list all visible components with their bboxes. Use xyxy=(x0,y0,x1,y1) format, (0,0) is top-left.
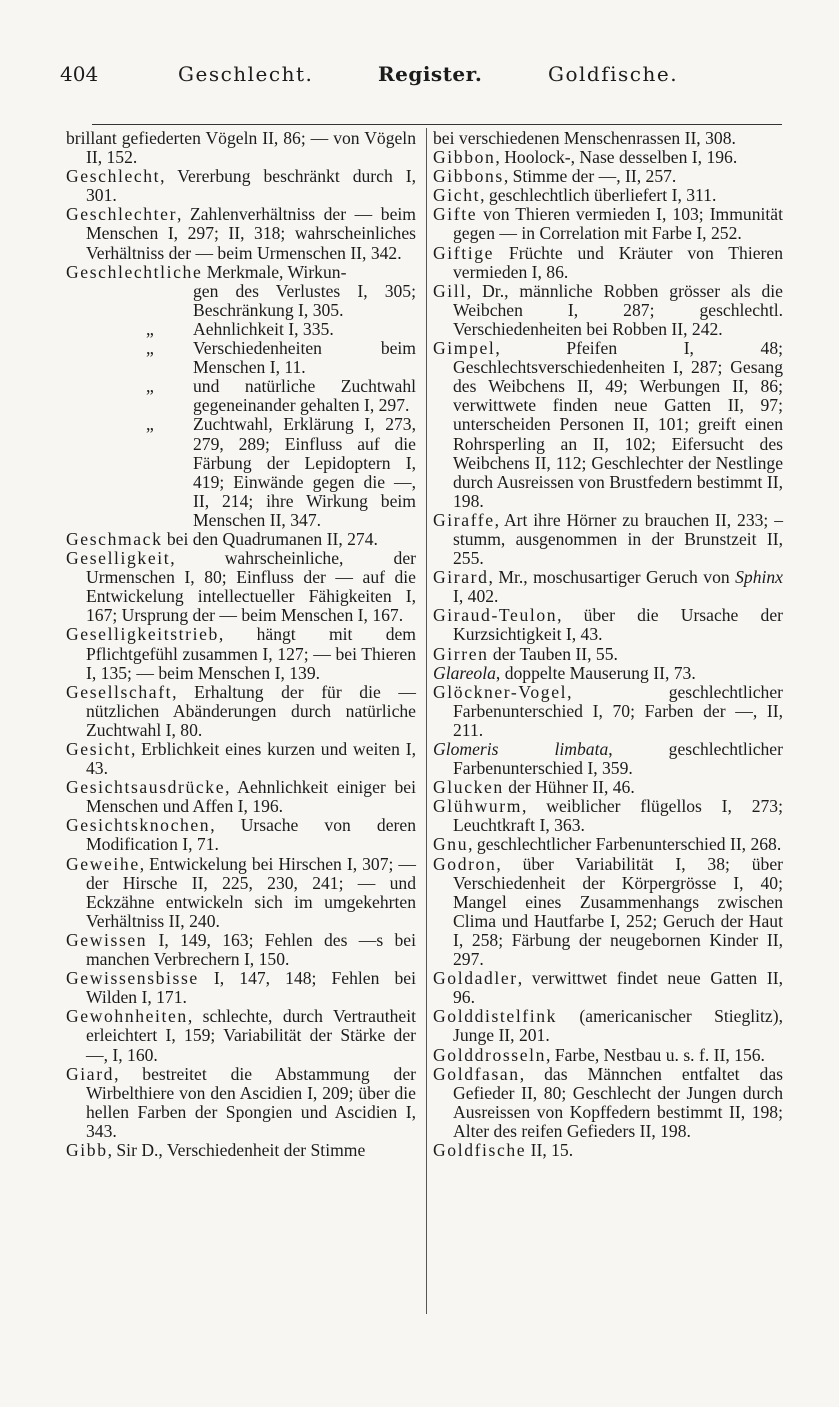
index-entry xyxy=(433,835,783,854)
entry-text: (americanischer Stieglitz), Junge II, 201. xyxy=(453,1006,783,1046)
entry-text: I, 402. xyxy=(453,586,499,607)
index-entry xyxy=(433,683,783,740)
index-entry xyxy=(66,931,416,969)
entry-text: , Zahlenverhältniss der — beim Menschen I, 297; II, 318; wahrscheinliches Verhältniss der — beim Urmenschen II, 342. xyxy=(86,204,416,263)
entry-keyword: Glucken xyxy=(433,777,504,798)
entry-text: , weiblicher flügellos I, 273; Leuchtkraft I, 363. xyxy=(453,796,783,836)
entry-text: und natürliche Zuchtwahl gegeneinander gehalten I, 297. xyxy=(193,376,416,416)
index-entry xyxy=(66,320,416,339)
entry-keyword: Godron xyxy=(433,853,497,874)
entry-keyword: Geschlechter xyxy=(66,204,178,225)
entry-text: gen des Verlustes I, 305; Beschränkung I, 305. xyxy=(193,280,416,320)
entry-text: , Aehnlichkeit einiger bei Menschen und Affen I, 196. xyxy=(86,777,416,817)
index-entry xyxy=(433,664,783,683)
entry-keyword: Goldfische xyxy=(433,1139,527,1160)
index-entry xyxy=(433,568,783,606)
entry-text: brillant gefiederten Vögeln II, 86; — von Vögeln II, 152. xyxy=(66,128,416,168)
index-entry xyxy=(433,205,783,243)
entry-text: , Stimme der —, II, 257. xyxy=(503,166,677,187)
index-entry xyxy=(433,148,783,167)
index-entry xyxy=(433,797,783,835)
entry-text: , doppelte Mauserung II, 73. xyxy=(495,662,696,683)
entry-text: , Dr., männliche Robben grösser als die Weibchen I, 287; geschlechtl. Verschiedenheiten bei Robben II, 242. xyxy=(453,280,783,339)
index-entry xyxy=(433,167,783,186)
entry-text: Zuchtwahl, Erklärung I, 273, 279, 289; Einfluss auf die Färbung der Lepidoptern I, 419; Einwände gegen die —, II, 214; ihre Wirkung beim Menschen II, 347. xyxy=(193,414,416,530)
entry-keyword: Golddistelfink xyxy=(433,1006,558,1027)
entry-text: II, 15. xyxy=(526,1139,574,1160)
index-entry xyxy=(66,415,416,530)
entry-keyword: Girard xyxy=(433,567,489,588)
index-entry xyxy=(66,778,416,816)
index-entry xyxy=(66,1007,416,1064)
entry-keyword: Giftige xyxy=(433,242,495,263)
index-entry xyxy=(433,740,783,778)
entry-text: , Pfeifen I, 48; Geschlechtsverschiedenheiten I, 287; Gesang des Weibchens II, 49; Werbungen II, 86; verwittwete finden neue Gatten II, 97; unterscheiden Personen II, 101; greift einen Rohrsperling an II, 102; Eifersucht des Weibchens II, 112; Geschlechter der Nestlinge durch Ausreissen von Brustfedern bestimmt II, 198. xyxy=(453,338,783,511)
entry-keyword: Gill xyxy=(433,280,467,301)
entry-keyword: Gesichtsknochen xyxy=(66,815,211,836)
entry-text: , geschlechtlicher Farbenunterschied I, 359. xyxy=(453,739,783,779)
index-entry xyxy=(433,1065,783,1141)
entry-keyword: Gesellschaft xyxy=(66,681,173,702)
entry-keyword: Gibb xyxy=(66,1139,108,1160)
entry-keyword: Gesichtsausdrücke xyxy=(66,777,226,798)
index-entry xyxy=(433,1046,783,1065)
entry-text: , verwittwet findet neue Gatten II, 96. xyxy=(453,968,783,1008)
index-entry xyxy=(433,186,783,205)
entry-italic: Sphinx xyxy=(735,567,783,588)
entry-text: , Hoolock-, Nase desselben I, 196. xyxy=(495,147,738,168)
index-entry xyxy=(433,645,783,664)
entry-text: , über Variabilität I, 38; über Verschiedenheit der Körpergrösse I, 40; Mangel eines Zusammenhangs zwischen Clima und Hautfarbe I, 252; Geruch der Haut I, 258; Färbung der neugebornen Kinder II, 297. xyxy=(453,853,783,970)
index-entry xyxy=(433,129,783,148)
ditto-mark: „ xyxy=(146,376,154,397)
entry-text: , Farbe, Nestbau u. s. f. II, 156. xyxy=(546,1044,765,1065)
index-entry xyxy=(66,167,416,205)
index-entry xyxy=(433,244,783,282)
entry-keyword: Glühwurm xyxy=(433,796,523,817)
entry-text: , Art ihre Hörner zu brauchen II, 233; – stumm, ausgenommen in der Brunstzeit II, 255. xyxy=(453,509,783,569)
header-left-keyword: Geschlecht. xyxy=(178,62,314,86)
entry-keyword: Geselligkeit xyxy=(66,548,171,569)
entry-text: , geschlechtlicher Farbenunterschied II, 268. xyxy=(468,834,782,855)
entry-keyword: Glöckner-Vogel xyxy=(433,681,568,702)
entry-text: , Erhaltung der für die — nützlichen Abänderungen durch natürliche Zuchtwahl I, 80. xyxy=(86,681,416,740)
entry-keyword: Gibbons xyxy=(433,166,504,187)
entry-keyword: Giraud-Teulon xyxy=(433,605,558,626)
ditto-mark: „ xyxy=(146,338,154,359)
entry-keyword: Gimpel xyxy=(433,338,496,359)
entry-text: , hängt mit dem Pflichtgefühl zusammen I, 127; — bei Thieren I, 135; — beim Menschen I, 139. xyxy=(86,624,416,683)
entry-text: bei verschiedenen Menschenrassen II, 308. xyxy=(433,128,736,148)
left-column xyxy=(66,129,416,1160)
index-entry xyxy=(433,511,783,568)
entry-text: , wahrscheinliche, der Urmenschen I, 80; Einfluss der — auf die Entwickelung intellectueller Fähigkeiten I, 167; Ursprung der — beim Menschen I, 167. xyxy=(86,548,416,626)
entry-text: , Erblichkeit eines kurzen und weiten I, 43. xyxy=(86,739,416,779)
entry-keyword: Giraffe xyxy=(433,509,495,530)
entry-text: , bestreitet die Abstammung der Wirbelthiere von den Ascidien I, 209; über die hellen Farben der Spongien und Ascidien I, 343. xyxy=(86,1063,416,1141)
entry-keyword: Girren xyxy=(433,643,489,664)
page-number: 404 xyxy=(60,62,99,86)
entry-keyword: Gewohnheiten xyxy=(66,1006,188,1027)
index-entry xyxy=(433,855,783,970)
column-divider xyxy=(426,128,427,1314)
index-entry xyxy=(433,339,783,511)
entry-keyword: Geweihe xyxy=(66,853,140,874)
entry-keyword: Gewissen xyxy=(66,929,148,950)
entry-keyword: Gewissensbisse xyxy=(66,968,199,989)
entry-text: Merkmale, Wirkun- xyxy=(202,261,347,282)
index-entry xyxy=(66,282,416,320)
entry-text: , Sir D., Verschiedenheit der Stimme xyxy=(107,1139,366,1160)
entry-text: Aehnlichkeit I, 335. xyxy=(193,318,334,339)
entry-text: , geschlechtlicher Farbenunterschied I, 70; Farben der —, II, 211. xyxy=(453,681,783,740)
header-title: Register. xyxy=(378,62,483,86)
entry-text: I, 149, 163; Fehlen des —s bei manchen Verbrechern I, 150. xyxy=(86,929,416,970)
index-entry xyxy=(66,740,416,778)
entry-keyword: Geschlechtliche xyxy=(66,261,203,282)
index-entry xyxy=(66,625,416,682)
index-entry xyxy=(66,1141,416,1160)
index-entry xyxy=(66,549,416,625)
entry-text: , geschlechtlich überliefert I, 311. xyxy=(480,185,717,206)
header-rule xyxy=(92,124,782,125)
index-entry xyxy=(66,530,416,549)
entry-keyword: Goldadler xyxy=(433,968,518,989)
entry-text: bei den Quadrumanen II, 274. xyxy=(162,528,378,549)
entry-text: Früchte und Kräuter von Thieren vermieden I, 86. xyxy=(453,242,783,282)
entry-keyword: Gibbon xyxy=(433,147,496,168)
entry-text: Verschiedenheiten beim Menschen I, 11. xyxy=(193,338,416,378)
index-entry xyxy=(433,282,783,339)
entry-text: , Mr., moschusartiger Geruch von xyxy=(488,567,736,588)
index-entry xyxy=(66,263,416,282)
index-entry xyxy=(433,1007,783,1045)
entry-text: von Thieren vermieden I, 103; Immunität gegen — in Correlation mit Farbe I, 252. xyxy=(453,204,783,244)
index-entry xyxy=(66,339,416,377)
index-entry xyxy=(66,129,416,167)
entry-text: I, 147, 148; Fehlen bei Wilden I, 171. xyxy=(86,968,416,1008)
index-entry xyxy=(433,1141,783,1160)
index-entry xyxy=(66,1065,416,1141)
right-column xyxy=(433,129,783,1160)
entry-keyword: Geschmack xyxy=(66,528,163,549)
page-header xyxy=(60,62,780,92)
entry-keyword: Goldfasan xyxy=(433,1063,520,1084)
entry-keyword: Geschlecht xyxy=(66,166,161,187)
index-entry xyxy=(66,377,416,415)
index-entry xyxy=(433,778,783,797)
ditto-mark: „ xyxy=(146,318,154,339)
entry-text: , Vererbung beschränkt durch I, 301. xyxy=(86,166,416,206)
entry-keyword: Gicht xyxy=(433,185,481,206)
entry-text: , schlechte, durch Vertrautheit erleichtert I, 159; Variabilität der Stärke der —, I, 160. xyxy=(86,1006,416,1065)
index-entry xyxy=(433,969,783,1007)
index-entry xyxy=(66,683,416,740)
entry-keyword: Glomeris limbata xyxy=(433,739,609,759)
entry-text: , Entwickelung bei Hirschen I, 307; — der Hirsche II, 225, 230, 241; — und Eckzähne entwickeln sich im umgekehrten Verhältniss II, 240. xyxy=(86,853,416,931)
entry-keyword: Gifte xyxy=(433,204,478,225)
entry-keyword: Gnu xyxy=(433,834,469,855)
header-right-keyword: Goldfische. xyxy=(548,62,679,86)
entry-keyword: Gesicht xyxy=(66,739,131,759)
ditto-mark: „ xyxy=(146,414,154,435)
entry-text: , das Männchen entfaltet das Gefieder II, 80; Geschlecht der Jungen durch Ausreissen von Kopffedern bestimmt II, 198; Alter des reifen Gefieders II, 198. xyxy=(453,1063,783,1141)
index-entry xyxy=(66,969,416,1007)
entry-keyword: Golddrosseln xyxy=(433,1044,547,1065)
index-entry xyxy=(66,816,416,854)
index-entry xyxy=(433,606,783,644)
entry-text: der Tauben II, 55. xyxy=(488,643,618,664)
entry-keyword: Glareola xyxy=(433,662,496,683)
entry-text: , Ursache von deren Modification I, 71. xyxy=(86,815,416,855)
entry-keyword: Giard xyxy=(66,1063,115,1084)
index-entry xyxy=(66,205,416,262)
entry-text: der Hühner II, 46. xyxy=(503,777,635,798)
entry-text: , über die Ursache der Kurzsichtigkeit I, 43. xyxy=(453,605,783,645)
entry-keyword: Geselligkeitstrieb xyxy=(66,624,219,645)
index-entry xyxy=(66,855,416,931)
